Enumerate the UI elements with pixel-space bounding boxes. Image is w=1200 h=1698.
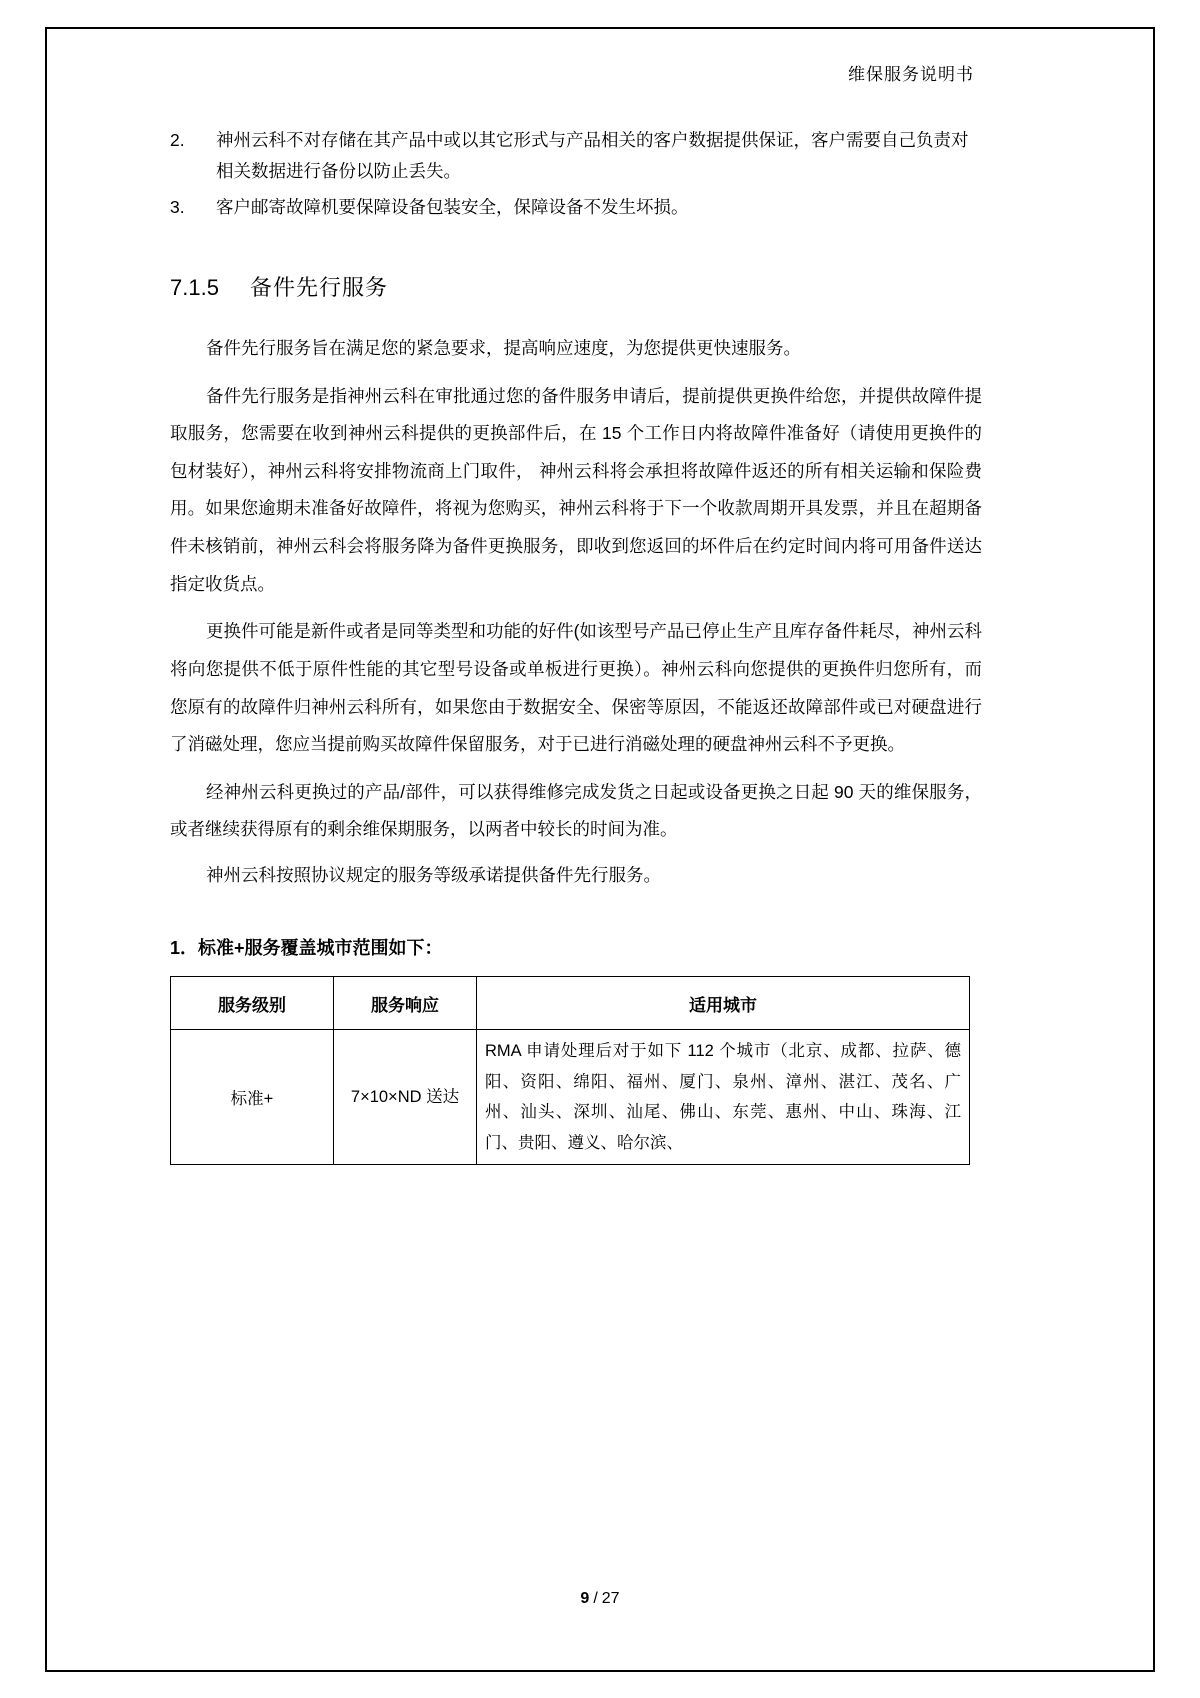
list-item-marker: 3. (170, 197, 185, 218)
paragraph: 经神州云科更换过的产品/部件，可以获得维修完成发货之日起或设备更换之日起 90 天的维保服务，或者继续获得原有的剩余维保期服务，以两者中较长的时间为准。 (170, 781, 982, 840)
paragraph: 更换件可能是新件或者是同等类型和功能的好件(如该型号产品已停止生产且库存备件耗尽，神州云科将向您提供不低于原件性能的其它型号设备或单板进行更换）。神州云科向您提供的更换件归您所有，而您原有的故障件归神州云科所有，如果您由于数据安全、保密等原因，不能返还故障部件或已对硬盘进行了消磁处理，您应当提前购买故障件保留服务，对于已进行消磁处理的硬盘神州云科不予更换。 (170, 621, 982, 755)
table-cell-service-response: 7×10×ND 送达 (334, 1030, 477, 1165)
section-heading-text: 备件先行服务 (250, 274, 389, 300)
list-item-text: 客户邮寄故障机要保障设备包装安全，保障设备不发生坏损。 (216, 197, 689, 218)
table-cell-cities: RMA 申请处理后对于如下 112 个城市（北京、成都、拉萨、德阳、资阳、绵阳、福州、厦门、泉州、漳州、湛江、茂名、广州、汕头、深圳、汕尾、佛山、东莞、惠州、中山、珠海、江门、贵阳、遵义、哈尔滨、 (477, 1030, 970, 1165)
section-heading (170, 271, 982, 302)
service-coverage-table (170, 976, 970, 1165)
page-content (170, 60, 982, 1165)
table-row (171, 1030, 970, 1165)
numbered-list (170, 125, 982, 223)
footer-current-page: 9 (580, 1590, 590, 1607)
footer-total-pages: 27 (601, 1590, 620, 1607)
subsection-label: 1．标准+服务覆盖城市范围如下： (170, 938, 443, 959)
list-item-text: 神州云科不对存储在其产品中或以其它形式与产品相关的客户数据提供保证，客户需要自己负责对相关数据进行备份以防止丢失。 (216, 130, 969, 181)
list-item (170, 125, 982, 186)
table-header-service-response: 服务响应 (334, 977, 477, 1030)
table-header-row (171, 977, 970, 1030)
paragraph: 备件先行服务是指神州云科在审批通过您的备件服务申请后，提前提供更换件给您，并提供故障件提取服务，您需要在收到神州云科提供的更换部件后，在 15 个工作日内将故障件准备好（请使用更换件的包材装好），神州云科将安排物流商上门取件， 神州云科将会承担将故障件返还的所有相关运输和保险费用。如果您逾期未准备好故障件，将视为您购买，神州云科将于下一个收款周期开具发票，并且在超期备件未核销前，神州云科会将服务降为备件更换服务，即收到您返回的坏件后在约定时间内将可用备件送达指定收货点。 (170, 385, 982, 594)
table-cell-service-level: 标准+ (171, 1030, 334, 1165)
section-heading-number: 7.1.5 (170, 274, 219, 300)
table-header-service-level: 服务级别 (171, 977, 334, 1030)
footer-separator: / (593, 1590, 598, 1607)
table-header-cities: 适用城市 (477, 977, 970, 1030)
list-item-marker: 2. (170, 130, 185, 150)
list-item (170, 192, 982, 223)
paragraph: 神州云科按照协议规定的服务等级承诺提供备件先行服务。 (206, 865, 661, 885)
page-footer (0, 1590, 1200, 1608)
document-header-title: 维保服务说明书 (848, 65, 974, 84)
paragraph: 备件先行服务旨在满足您的紧急要求，提高响应速度，为您提供更快速服务。 (206, 337, 801, 358)
